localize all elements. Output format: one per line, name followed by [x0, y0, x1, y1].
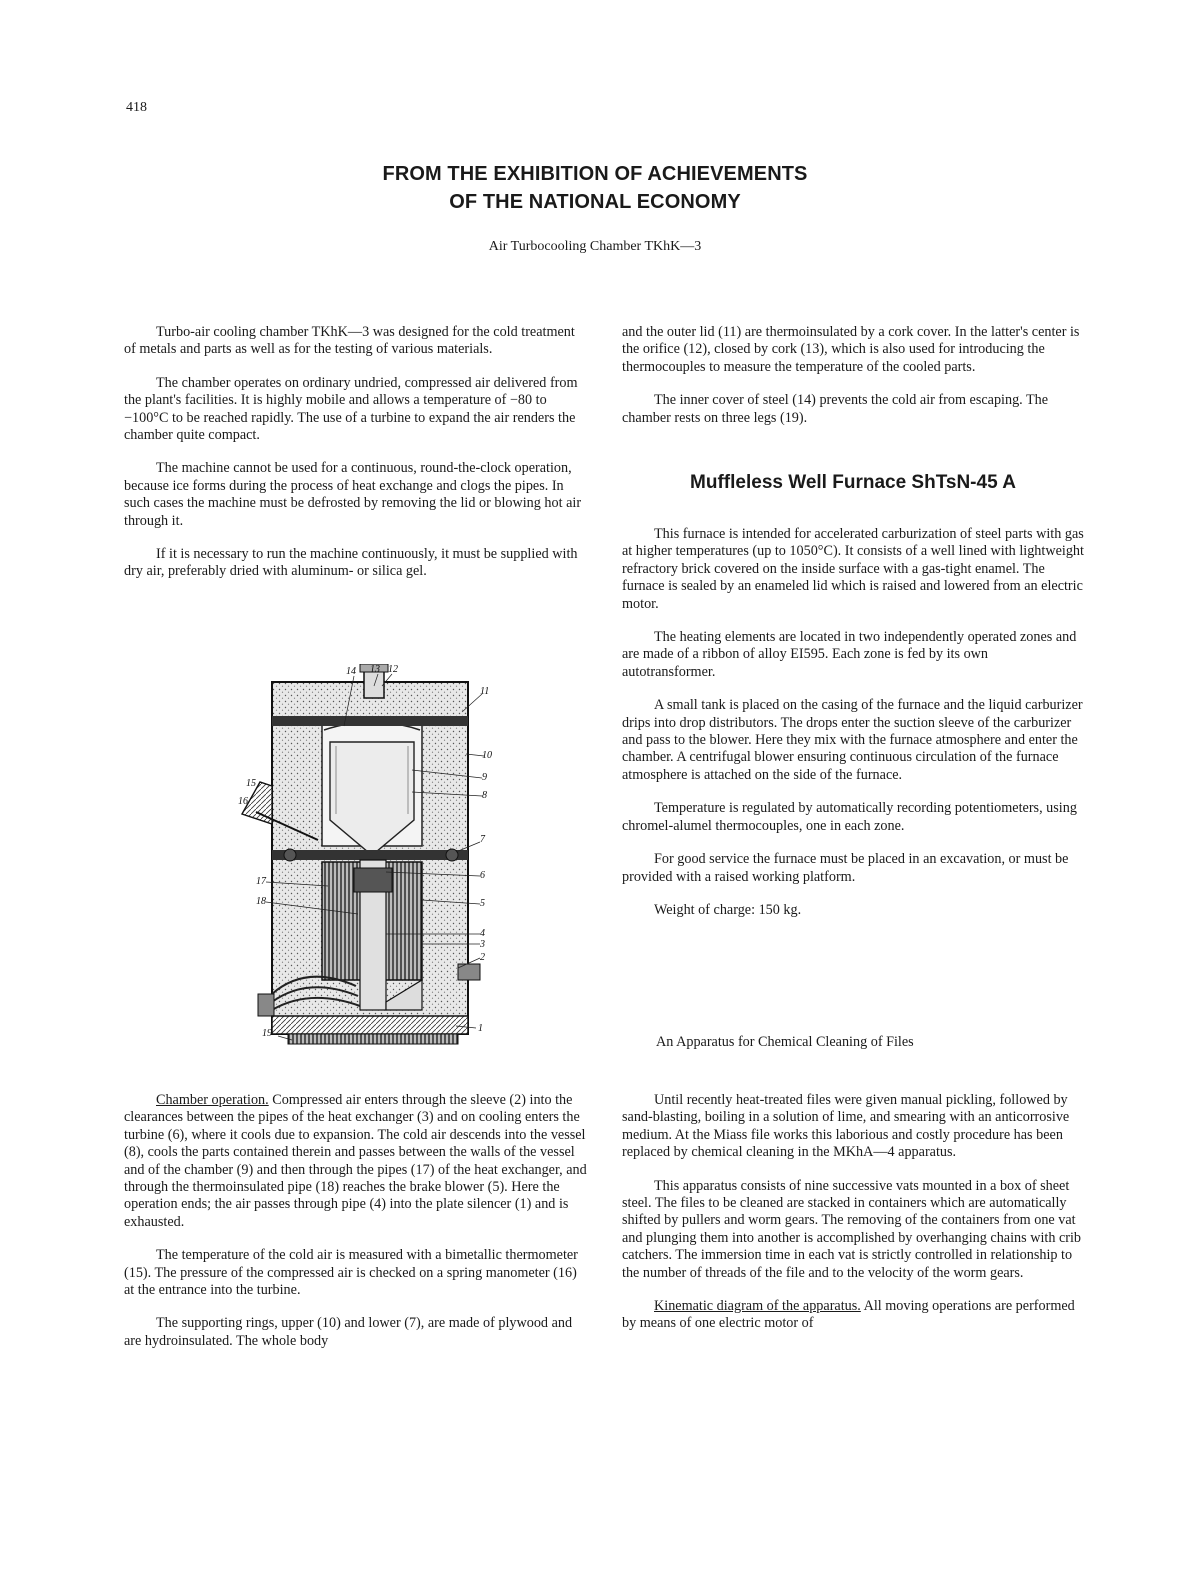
- figure-label: 8: [482, 790, 487, 801]
- figure-label: 7: [480, 834, 485, 845]
- figure-label: 14: [346, 666, 356, 677]
- figure-label: 16: [238, 796, 248, 807]
- figure-label: 13: [370, 664, 380, 675]
- figure-label: 12: [388, 664, 398, 675]
- page-number: 418: [126, 100, 147, 115]
- figure-label: 17: [256, 876, 266, 887]
- figure-label: 11: [480, 686, 490, 697]
- paragraph-chamber-operation: Chamber operation. Compressed air enters through the sleeve (2) into the clearances between the pipes of the heat exchanger (3) and on cooling enters the turbine (6), where it cools due to expansion. The cold air descends into the vessel (8), cools the parts contained therein and passes between the walls of the vessel and of the chamber (9) and then through the pipes (17) of the heat exchanger, and through the thermoinsulated pipe (18) reaches the brake blower (5). Here the operation ends; the air passes through pipe (4) into the plate silencer (1) and is exhausted.: [124, 1092, 587, 1230]
- paragraph: The temperature of the cold air is measured with a bimetallic thermometer (15). The pressure of the compressed air is checked on a spring manometer (16) at the entrance into the turbine.: [124, 1247, 578, 1299]
- figure-label: 6: [480, 870, 485, 881]
- run-in-heading: Chamber operation.: [156, 1092, 269, 1108]
- figure-label: 9: [482, 772, 487, 783]
- left-column-bottom: [124, 1092, 588, 1366]
- title-line-2: OF THE NATIONAL ECONOMY: [449, 191, 741, 213]
- paragraph: The heating elements are located in two independently operated zones and are made of a ribbon of alloy EI595. Each zone is fed by its own autotransformer.: [622, 629, 1077, 680]
- figure-label: 18: [256, 896, 266, 907]
- figure-label: 5: [480, 898, 485, 909]
- run-in-heading: Kinematic diagram of the apparatus.: [654, 1298, 861, 1315]
- title-line-1: FROM THE EXHIBITION OF ACHIEVEMENTS: [382, 163, 808, 185]
- paragraph: The supporting rings, upper (10) and lower (7), are made of plywood and are hydroinsulated. The whole body: [124, 1315, 573, 1349]
- paragraph: This apparatus consists of nine successive vats mounted in a box of sheet steel. The files to be cleaned are stacked in containers which are automatically shifted by pullers and worm gears. The removing of the containers from one vat and plunging them into another is accomplished by overhanging chains with crib catchers. The immersion time in each vat is strictly controlled in relationship to the number of threads of the file and to the velocity of the worm gears.: [622, 1177, 1082, 1281]
- figure-label: 3: [480, 939, 485, 950]
- figure-label: 2: [480, 952, 485, 963]
- chamber-diagram: [236, 664, 498, 1056]
- section-heading-furnace: Muffleless Well Furnace ShTsN-45 A: [690, 472, 1016, 493]
- figure-label: 15: [246, 778, 256, 789]
- paragraph: Turbo-air cooling chamber TKhK—3 was designed for the cold treatment of metals and parts as well as for the testing of various materials.: [124, 324, 575, 358]
- figure-label: 4: [480, 928, 485, 939]
- paragraph: The machine cannot be used for a continuous, round-the-clock operation, because ice forms during the process of heat exchange and clogs the pipes. In such cases the machine must be defrosted by removing the lid or blowing hot air through it.: [124, 460, 582, 529]
- paragraph: Temperature is regulated by automatically recording potentiometers, using chromel-alumel thermocouples, one in each zone.: [622, 800, 1077, 834]
- paragraph: Until recently heat-treated files were given manual pickling, followed by sand-blasting, boiling in a solution of lime, and smearing with an anticorrosive medium. At the Miass file works this laborious and costly procedure has been replaced by chemical cleaning in the MKhA—4 apparatus.: [622, 1092, 1070, 1161]
- paragraph: and the outer lid (11) are thermoinsulated by a cork cover. In the latter's center is the orifice (12), closed by cork (13), which is also used for introducing the thermocouples to measure the temperature of the cooled parts.: [622, 324, 1080, 375]
- paragraph: A small tank is placed on the casing of the furnace and the liquid carburizer drips into drop distributors. The drops enter the suction sleeve of the carburizer and pass to the blower. Here they mix with the furnace atmosphere and enter the chamber. A centrifugal blower ensuring continuous circulation of the furnace atmosphere is attached on the side of the furnace.: [622, 697, 1083, 783]
- figure-label: 10: [482, 750, 492, 761]
- files-section: [622, 1092, 1084, 1349]
- right-column-top: [622, 324, 1084, 443]
- chamber-cross-section-figure: [236, 664, 498, 1056]
- paragraph: For good service the furnace must be placed in an excavation, or must be provided with a raised working platform.: [622, 851, 1069, 885]
- paragraph: The chamber operates on ordinary undried, compressed air delivered from the plant's facilities. It is highly mobile and allows a temperature of −80 to −100°C to be reached rapidly. The use of a turbine to expand the air renders the chamber quite compact.: [124, 374, 578, 444]
- article-subtitle: Air Turbocooling Chamber TKhK—3: [488, 239, 702, 254]
- furnace-section: [622, 526, 1084, 935]
- figure-label: 1: [478, 1023, 483, 1034]
- paragraph: The inner cover of steel (14) prevents the cold air from escaping. The chamber rests on three legs (19).: [622, 392, 1049, 426]
- paragraph: This furnace is intended for accelerated carburization of steel parts with gas at higher temperatures (up to 1050°C). It consists of a well lined with lightweight refractory brick covered on the inside surface with a gas-tight enamel. The furnace is sealed by an enameled lid which is raised and lowered from an electric motor.: [622, 526, 1084, 612]
- paragraph: Weight of charge: 150 kg.: [654, 901, 802, 918]
- paragraph-kinematic: Kinematic diagram of the apparatus. All moving operations are performed by means of one electric motor of: [622, 1298, 1075, 1332]
- paragraph: If it is necessary to run the machine continuously, it must be supplied with dry air, preferably dried with aluminum- or silica gel.: [124, 546, 578, 580]
- page-title: [0, 160, 1190, 216]
- figure-label: 19: [262, 1028, 272, 1039]
- section-heading-files: An Apparatus for Chemical Cleaning of Files: [656, 1034, 914, 1050]
- left-column-top: [124, 324, 588, 597]
